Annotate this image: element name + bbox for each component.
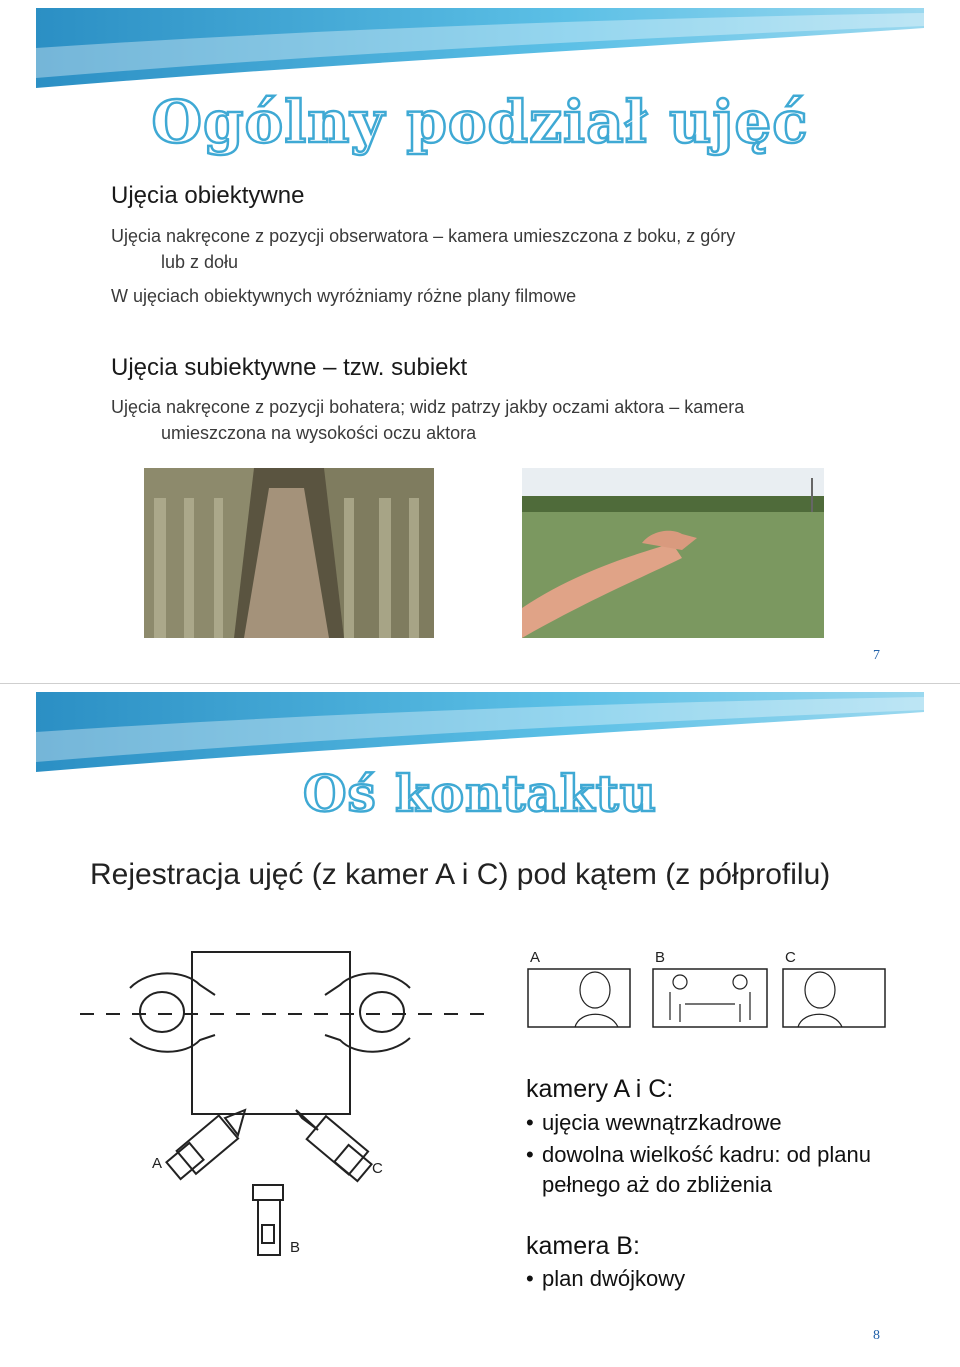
page-number-2: 8 [873, 1328, 880, 1343]
header-banner [36, 8, 924, 98]
main-statement: Rejestracja ujęć (z kamer A i C) pod kątem (z półprofilu) [90, 858, 831, 891]
trench-photo [144, 468, 434, 638]
frame-label-b: B [655, 949, 666, 966]
bullet-icon: • [526, 1110, 534, 1135]
bullet-text: dowolna wielkość kadru: od planu [542, 1142, 871, 1167]
camera-frames-illustration [520, 942, 905, 1037]
camera-label-b: B [290, 1239, 301, 1256]
camera-label-a: A [152, 1155, 163, 1172]
camera-setup-diagram [70, 940, 500, 1270]
subjective-text-continuation: umieszczona na wysokości oczu aktora [161, 423, 477, 443]
frame-label-a: A [530, 949, 541, 966]
bullet-text: plan dwójkowy [542, 1266, 686, 1291]
cameras-ac-bullet-2 [526, 1142, 871, 1168]
person-right [325, 973, 410, 1051]
pointing-hand-photo [522, 468, 824, 638]
frame-label-c: C [785, 949, 796, 966]
camera-b-bullet-1 [526, 1266, 685, 1292]
cameras-ac-bullet-2-continuation: pełnego aż do zbliżenia [542, 1172, 772, 1197]
objective-text-continuation: lub z dołu [161, 252, 239, 272]
table-outline [192, 952, 350, 1114]
objective-text-line-2: W ujęciach obiektywnych wyróżniamy różne plany filmowe [111, 286, 577, 306]
bullet-icon: • [526, 1142, 534, 1167]
camera-b-heading: kamera B: [526, 1232, 640, 1260]
objective-heading: Ujęcia obiektywne [111, 182, 305, 209]
subjective-text-line: Ujęcia nakręcone z pozycji bohatera; widz patrzy jakby oczami aktora – kamera [111, 397, 745, 417]
objective-text-line: Ujęcia nakręcone z pozycji obserwatora – kamera umieszczona z boku, z góry [111, 226, 736, 246]
camera-b [253, 1185, 283, 1255]
cameras-ac-bullet-1 [526, 1110, 782, 1136]
slide-title: Ogólny podział ujęć [151, 88, 809, 156]
cameras-ac-heading: kamery A i C: [526, 1075, 674, 1103]
slide-7 [0, 0, 960, 683]
subjective-heading: Ujęcia subiektywne – tzw. subiekt [111, 354, 468, 381]
camera-c [296, 1110, 372, 1181]
page-number: 7 [873, 648, 880, 663]
bullet-icon: • [526, 1266, 534, 1291]
camera-a [166, 1110, 245, 1179]
slide-title-2: Oś kontaktu [302, 764, 658, 823]
camera-label-c: C [372, 1160, 383, 1177]
person-left [130, 973, 215, 1051]
bullet-text: ujęcia wewnątrzkadrowe [542, 1110, 782, 1135]
frame-a [528, 969, 630, 1027]
